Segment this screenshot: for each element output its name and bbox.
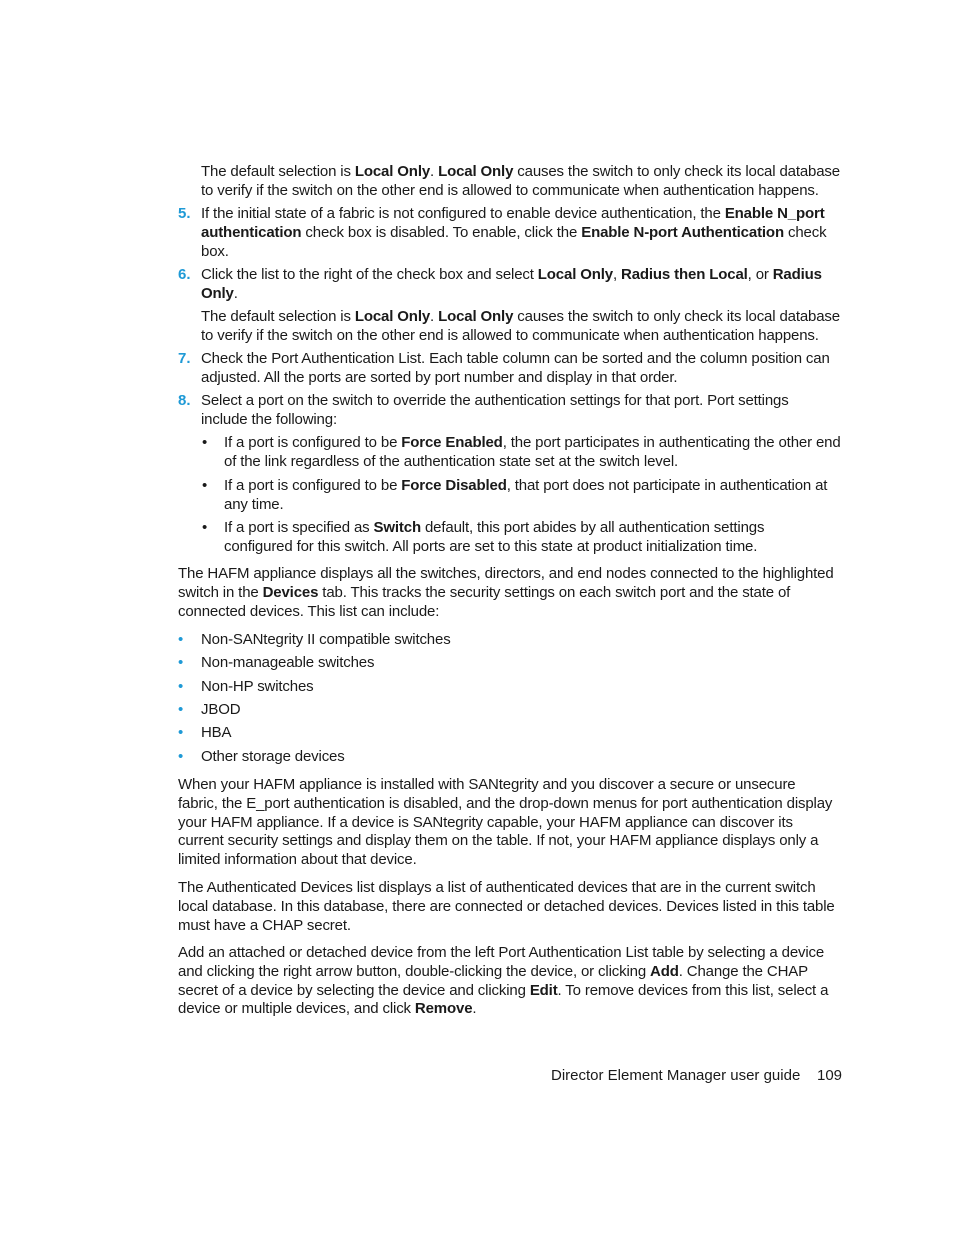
step-8-bullet: If a port is configured to be Force Enabled, the port participates in authenticating the other end of the link regardless of the authentication state set at the switch level. (224, 434, 841, 470)
bullet-marker: • (178, 678, 184, 695)
hafm-paragraph: The HAFM appliance displays all the switches, directors, and end nodes connected to the highlighted switch in the Devices tab. This tracks the security settings on each switch port and the state of connected devices. This list can include: (178, 565, 834, 620)
bullet-marker: • (178, 631, 184, 648)
page-number: 109 (817, 1067, 843, 1084)
santegrity-paragraph: When your HAFM appliance is installed with SANtegrity and you discover a secure or unsecure fabric, the E_port authentication is disabled, and the drop-down menus for port authentication display your HAFM appliance. If a device is SANtegrity capable, your HAFM appliance can discover its current security settings and display them on the table. If not, your HAFM appliance displays only a limited information about that device. (178, 776, 833, 869)
step-8-bullet: If a port is configured to be Force Disabled, that port does not participate in authentication at any time. (224, 477, 828, 513)
step-number: 5. (178, 205, 191, 222)
add-device-paragraph: Add an attached or detached device from the left Port Authentication List table by selecting a device and clicking the right arrow button, double-clicking the device, or clicking Add. Change the CHAP secret of a device by selecting the device and clicking Edit. To remove devices from this list, select a device or multiple devices, and click Remove. (178, 944, 829, 1018)
device-list-item: Non-HP switches (201, 678, 314, 695)
step-number: 8. (178, 392, 191, 409)
bullet-marker: • (178, 724, 184, 741)
bullet-marker: • (178, 748, 184, 765)
bullet-marker: • (178, 701, 184, 718)
step-number: 7. (178, 350, 191, 367)
bullet-marker: • (178, 654, 184, 671)
authenticated-devices-paragraph: The Authenticated Devices list displays a list of authenticated devices that are in the current switch local database. In this database, there are connected or detached devices. Devices listed in this table must have a CHAP secret. (178, 879, 835, 934)
device-list-item: JBOD (201, 701, 241, 718)
bullet-marker: • (202, 519, 208, 536)
footer-title: Director Element Manager user guide (551, 1067, 801, 1084)
device-list-item: Non-manageable switches (201, 654, 375, 671)
default-selection-paragraph: The default selection is Local Only. Local Only causes the switch to only check its local database to verify if the switch on the other end is allowed to communicate when authentication happens. (201, 163, 840, 199)
step-6-paragraph: The default selection is Local Only. Local Only causes the switch to only check its local database to verify if the switch on the other end is allowed to communicate when authentication happens. (201, 308, 840, 344)
device-list-item: HBA (201, 724, 232, 741)
step-5-text: If the initial state of a fabric is not configured to enable device authentication, the Enable N_port authentication check box is disabled. To enable, click the Enable N-port Authentication check box. (201, 205, 827, 260)
step-6-text: Click the list to the right of the check box and select Local Only, Radius then Local, or Radius Only. (201, 266, 822, 302)
bullet-marker: • (202, 477, 208, 494)
step-8-bullet: If a port is specified as Switch default, this port abides by all authentication settings configured for this switch. All ports are set to this state at product initialization time. (224, 519, 765, 555)
device-list-item: Non-SANtegrity II compatible switches (201, 631, 451, 648)
step-8-text: Select a port on the switch to override the authentication settings for that port. Port settings include the following: (201, 392, 789, 428)
device-list-item: Other storage devices (201, 748, 345, 765)
step-number: 6. (178, 266, 191, 283)
step-7-text: Check the Port Authentication List. Each table column can be sorted and the column position can adjusted. All the ports are sorted by port number and display in that order. (201, 350, 830, 386)
bullet-marker: • (202, 434, 208, 451)
